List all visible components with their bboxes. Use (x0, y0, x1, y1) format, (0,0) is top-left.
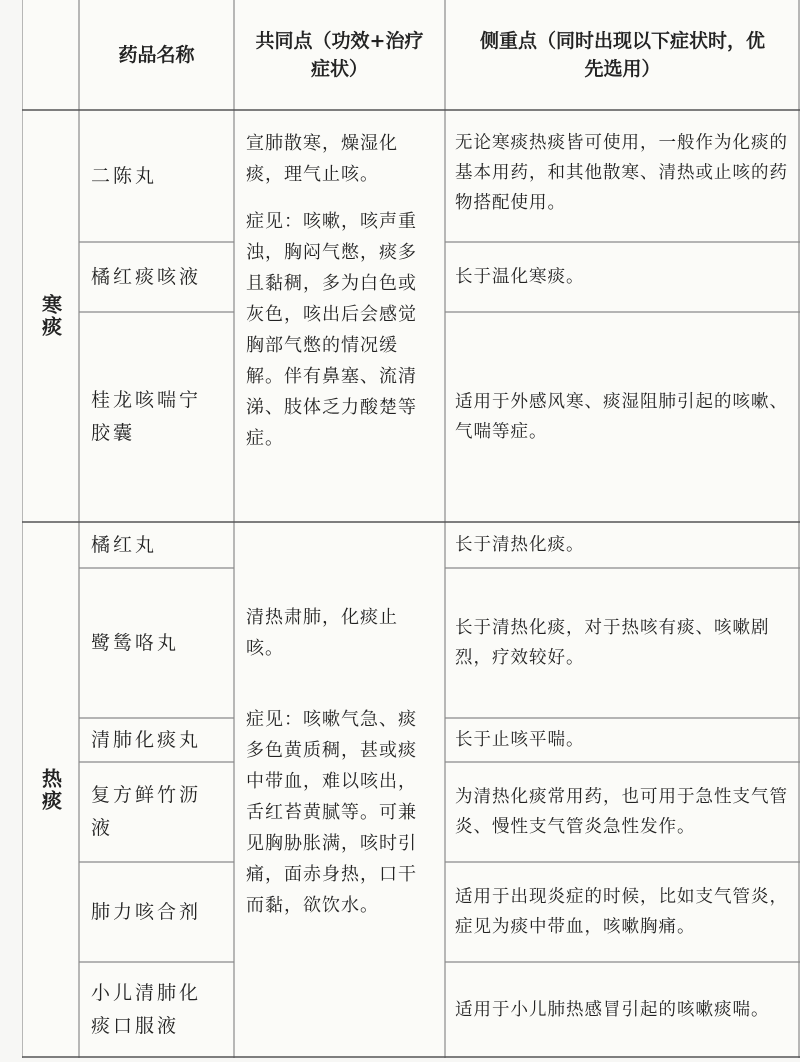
drug-name: 橘红痰咳液 (91, 265, 202, 288)
drug-name: 二陈丸 (91, 164, 158, 187)
drug-focus: 适用于外感风寒、痰湿阻肺引起的咳嗽、气喘等症。 (455, 392, 788, 442)
common-effect: 清热肃肺，化痰止咳。 (246, 607, 398, 659)
drug-focus: 适用于出现炎症的时候，比如支气管炎，症见为痰中带血，咳嗽胸痛。 (455, 887, 788, 937)
header-common: 共同点（功效+治疗症状） (255, 30, 424, 80)
common-cold-phlegm (234, 122, 445, 522)
drug-name: 肺力咳合剂 (91, 900, 202, 923)
drug-name: 鹭鸶咯丸 (91, 631, 180, 654)
drug-focus: 为清热化痰常用药，也可用于急性支气管炎、慢性支气管炎急性发作。 (455, 787, 788, 837)
drug-name: 清肺化痰丸 (91, 728, 202, 751)
drug-focus: 长于清热化痰。 (455, 535, 585, 555)
drug-focus: 长于温化寒痰。 (455, 267, 585, 287)
common-effect: 宣肺散寒，燥湿化痰，理气止咳。 (246, 133, 398, 185)
medicine-comparison-table (22, 0, 800, 1058)
drug-name: 复方鲜竹沥液 (91, 784, 202, 839)
header-name: 药品名称 (118, 44, 195, 66)
drug-focus: 长于止咳平喘。 (455, 730, 585, 750)
drug-name: 橘红丸 (91, 533, 158, 556)
drug-focus: 长于清热化痰，对于热咳有痰、咳嗽剧烈，疗效较好。 (455, 618, 770, 668)
category-hot-phlegm: 热痰 (38, 768, 63, 812)
drug-name: 小儿清肺化痰口服液 (91, 982, 202, 1037)
drug-focus: 无论寒痰热痰皆可使用，一般作为化痰的基本用药，和其他散寒、清热或止咳的药物搭配使用。 (455, 133, 788, 213)
common-hot-phlegm (234, 596, 445, 1046)
common-symptoms: 症见：咳嗽气急、痰多色黄质稠，甚或痰中带血，难以咳出，舌红苔黄腻等。可兼见胸胁胀满，咳时引痛，面赤身热，口干而黏，欲饮水。 (246, 709, 417, 916)
category-cold-phlegm: 寒痰 (38, 294, 63, 338)
common-symptoms: 症见：咳嗽，咳声重浊，胸闷气憋，痰多且黏稠，多为白色或灰色，咳出后会感觉胸部气憋的情况缓解。伴有鼻塞、流清涕、肢体乏力酸楚等症。 (246, 211, 417, 449)
header-focus: 侧重点（同时出现以下症状时，优先选用） (479, 30, 765, 80)
drug-name: 桂龙咳喘宁胶囊 (91, 389, 202, 444)
drug-focus: 适用于小儿肺热感冒引起的咳嗽痰喘。 (455, 1000, 770, 1020)
